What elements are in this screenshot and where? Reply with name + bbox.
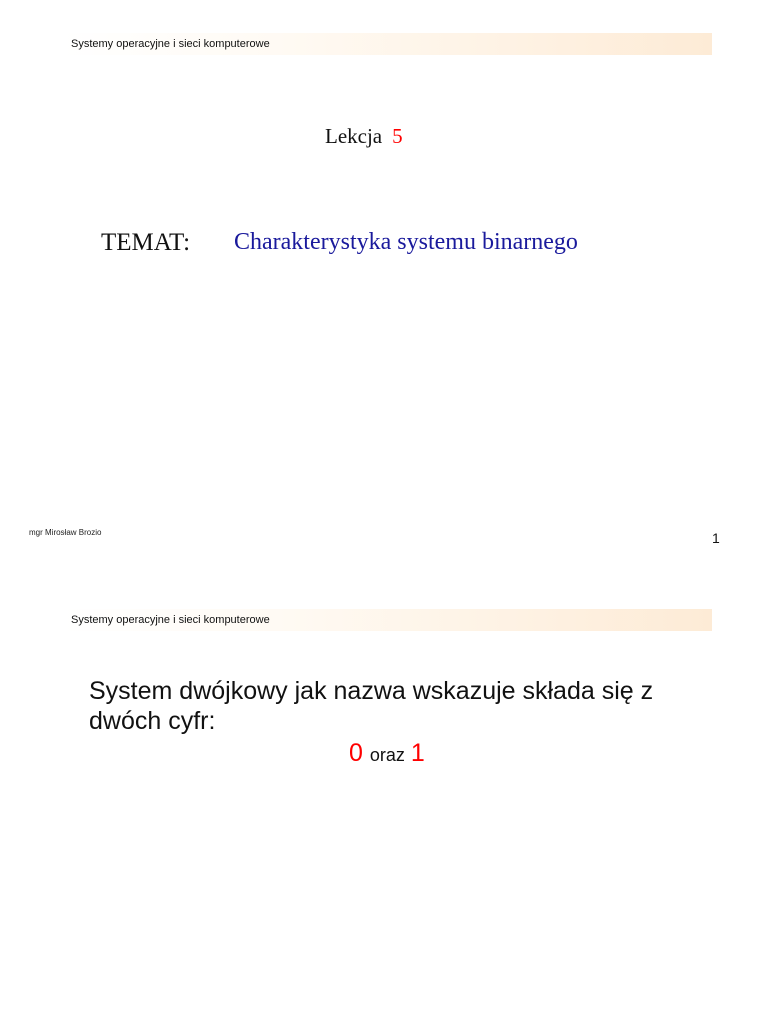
slide2-header-band <box>62 609 712 631</box>
slide1-header-text: Systemy operacyjne i sieci komputerowe <box>71 38 270 50</box>
digit-one: 1 <box>410 739 425 767</box>
page-number: 1 <box>712 530 720 546</box>
binary-description: System dwójkowy jak nazwa wskazuje składa się z dwóch cyfr: <box>89 677 654 735</box>
slide1-header-band <box>62 33 712 55</box>
topic-label: TEMAT: <box>101 229 191 256</box>
digit-zero: 0 <box>349 739 363 767</box>
lesson-title <box>325 124 403 149</box>
lesson-label: Lekcja <box>325 124 383 148</box>
binary-digits-line <box>349 739 425 768</box>
slide2-header-text: Systemy operacyjne i sieci komputerowe <box>71 614 270 626</box>
conjunction-text: oraz <box>369 745 405 765</box>
topic-value: Charakterystyka systemu binarnego <box>234 229 578 255</box>
author-footer: mgr Mirosław Brozio <box>29 528 102 537</box>
lesson-number: 5 <box>392 124 403 148</box>
